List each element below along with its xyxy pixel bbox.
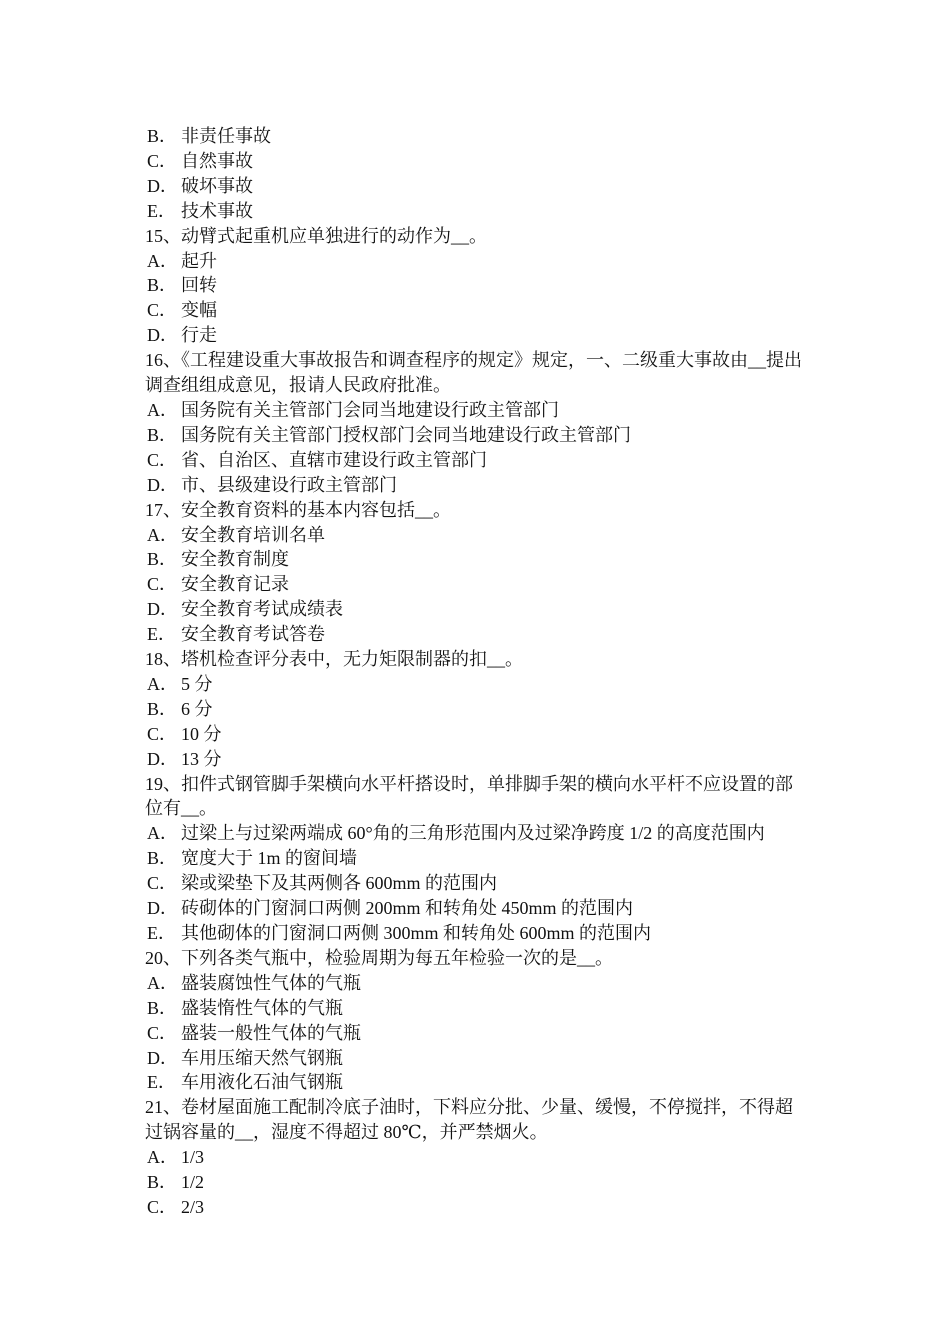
option-14-d	[145, 174, 810, 199]
option-letter: A．	[147, 823, 178, 844]
option-text: 盛装一般性气体的气瓶	[181, 1022, 361, 1043]
question-number: 18、	[145, 649, 181, 670]
option-text: 其他砌体的门窗洞口两侧 300mm 和转角处 600mm 的范围内	[181, 923, 652, 943]
option-letter: D．	[147, 474, 178, 495]
question-17	[145, 498, 810, 523]
option-letter: D．	[147, 175, 178, 196]
option-text: 盛装惰性气体的气瓶	[181, 997, 343, 1018]
question-21	[145, 1095, 810, 1145]
option-text: 省、自治区、直辖市建设行政主管部门	[181, 449, 487, 470]
option-letter: C．	[147, 150, 178, 171]
question-text: 安全教育资料的基本内容包括__。	[181, 499, 451, 520]
option-20-a	[145, 971, 810, 996]
option-letter: E．	[147, 624, 176, 645]
option-21-c	[145, 1195, 810, 1220]
option-20-d	[145, 1046, 810, 1071]
option-text: 6 分	[181, 698, 213, 719]
option-letter: B．	[147, 1172, 178, 1193]
option-letter: E．	[147, 1072, 176, 1093]
option-16-c	[145, 448, 810, 473]
option-letter: B．	[147, 997, 178, 1018]
option-14-c	[145, 149, 810, 174]
question-text: 动臂式起重机应单独进行的动作为__。	[181, 225, 487, 246]
option-17-c	[145, 572, 810, 597]
option-17-b	[145, 547, 810, 572]
option-letter: C．	[147, 574, 178, 595]
option-text: 安全教育培训名单	[181, 524, 325, 545]
option-18-d	[145, 747, 810, 772]
option-text: 盛装腐蚀性气体的气瓶	[181, 972, 361, 993]
option-text: 变幅	[181, 300, 217, 321]
option-text: 破坏事故	[181, 175, 253, 196]
option-letter: A．	[147, 673, 178, 694]
question-text: 《工程建设重大事故报告和调查程序的规定》规定，一、二级重大事故由__提出调查组组成意见，报请人民政府批准。	[145, 350, 802, 396]
option-letter: E．	[147, 200, 176, 221]
question-19	[145, 772, 810, 822]
option-14-b	[145, 124, 810, 149]
option-text: 安全教育记录	[181, 574, 289, 595]
option-text: 梁或梁垫下及其两侧各 600mm 的范围内	[181, 873, 498, 894]
option-letter: A．	[147, 524, 178, 545]
question-text: 下列各类气瓶中，检验周期为每五年检验一次的是__。	[181, 947, 613, 968]
question-15	[145, 224, 810, 249]
question-number: 17、	[145, 499, 181, 520]
option-letter: B．	[147, 549, 178, 570]
option-15-d	[145, 323, 810, 348]
option-letter: B．	[147, 126, 178, 146]
option-text: 安全教育考试答卷	[181, 624, 325, 645]
option-15-a	[145, 249, 810, 274]
option-19-c	[145, 871, 810, 896]
option-letter: C．	[147, 449, 178, 470]
option-17-e	[145, 622, 810, 647]
option-21-b	[145, 1170, 810, 1195]
option-text: 车用压缩天然气钢瓶	[181, 1047, 343, 1068]
option-letter: D．	[147, 325, 178, 346]
option-21-a	[145, 1145, 810, 1170]
question-20	[145, 946, 810, 971]
option-18-b	[145, 697, 810, 722]
option-letter: D．	[147, 599, 178, 620]
option-text: 10 分	[181, 723, 222, 744]
question-text: 塔机检查评分表中，无力矩限制器的扣__。	[181, 649, 523, 670]
option-letter: B．	[147, 275, 178, 296]
option-18-c	[145, 722, 810, 747]
option-letter: C．	[147, 1022, 178, 1043]
option-text: 技术事故	[181, 200, 253, 221]
option-text: 过梁上与过梁两端成 60°角的三角形范围内及过梁净跨度 1/2 的高度范围内	[181, 823, 765, 844]
option-letter: B．	[147, 698, 178, 719]
option-19-e	[145, 921, 810, 946]
option-14-e	[145, 199, 810, 224]
option-letter: C．	[147, 723, 178, 744]
option-text: 非责任事故	[181, 126, 271, 146]
option-text: 13 分	[181, 748, 222, 769]
option-text: 车用液化石油气钢瓶	[181, 1072, 343, 1093]
option-text: 自然事故	[181, 150, 253, 171]
option-20-e	[145, 1070, 810, 1095]
option-text: 安全教育考试成绩表	[181, 599, 343, 620]
option-text: 砖砌体的门窗洞口两侧 200mm 和转角处 450mm 的范围内	[181, 898, 634, 919]
option-15-b	[145, 273, 810, 298]
option-text: 市、县级建设行政主管部门	[181, 474, 397, 495]
document-page	[145, 124, 810, 1220]
option-19-a	[145, 821, 810, 846]
option-letter: C．	[147, 1196, 178, 1217]
option-16-a	[145, 398, 810, 423]
option-20-c	[145, 1021, 810, 1046]
option-letter: C．	[147, 300, 178, 321]
question-text: 扣件式钢管脚手架横向水平杆搭设时，单排脚手架的横向水平杆不应设置的部位有__。	[145, 773, 793, 819]
option-text: 回转	[181, 275, 217, 296]
option-text: 行走	[181, 325, 217, 346]
option-15-c	[145, 298, 810, 323]
option-letter: C．	[147, 873, 178, 894]
option-letter: A．	[147, 1147, 178, 1168]
option-letter: D．	[147, 898, 178, 919]
question-number: 21、	[145, 1097, 181, 1118]
option-20-b	[145, 996, 810, 1021]
question-16	[145, 348, 810, 398]
option-letter: A．	[147, 399, 178, 420]
option-17-d	[145, 597, 810, 622]
option-text: 5 分	[181, 673, 213, 694]
option-16-d	[145, 473, 810, 498]
option-letter: E．	[147, 923, 176, 943]
option-text: 国务院有关主管部门授权部门会同当地建设行政主管部门	[181, 424, 631, 445]
option-text: 起升	[181, 250, 217, 271]
option-letter: A．	[147, 250, 178, 271]
option-19-d	[145, 896, 810, 921]
question-18	[145, 647, 810, 672]
question-number: 16、	[145, 350, 181, 371]
option-17-a	[145, 523, 810, 548]
option-text: 1/3	[181, 1147, 205, 1168]
option-text: 国务院有关主管部门会同当地建设行政主管部门	[181, 399, 559, 420]
option-letter: B．	[147, 424, 178, 445]
option-18-a	[145, 672, 810, 697]
option-text: 宽度大于 1m 的窗间墙	[181, 848, 358, 869]
option-16-b	[145, 423, 810, 448]
option-letter: D．	[147, 748, 178, 769]
option-letter: B．	[147, 848, 178, 869]
question-number: 19、	[145, 773, 181, 794]
option-letter: D．	[147, 1047, 178, 1068]
question-text: 卷材屋面施工配制冷底子油时，下料应分批、少量、缓慢，不停搅拌，不得超过锅容量的__，湿度不得超过 80℃，并严禁烟火。	[145, 1097, 793, 1143]
option-text: 1/2	[181, 1172, 205, 1193]
question-number: 15、	[145, 225, 181, 246]
option-text: 2/3	[181, 1196, 205, 1217]
question-number: 20、	[145, 947, 181, 968]
option-19-b	[145, 846, 810, 871]
option-letter: A．	[147, 972, 178, 993]
option-text: 安全教育制度	[181, 549, 289, 570]
